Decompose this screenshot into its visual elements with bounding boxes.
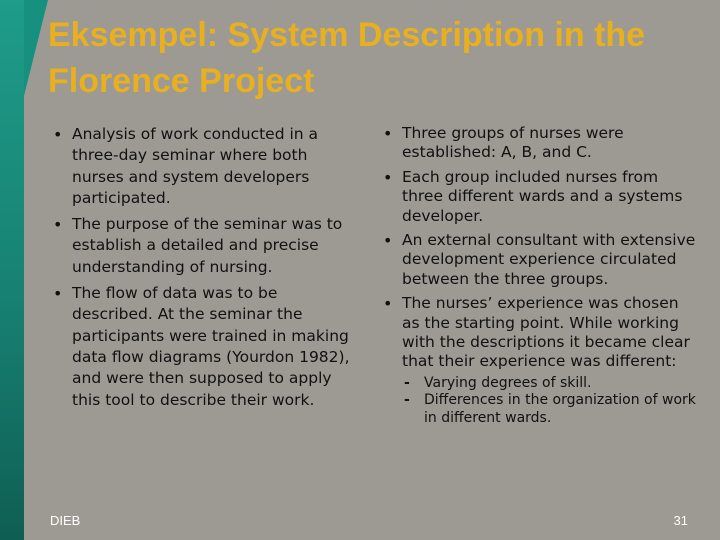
slide-title: Eksempel: System Description in the Florence Project xyxy=(48,16,646,100)
list-item xyxy=(50,214,362,278)
bullet-text: An external consultant with extensive development experience circulated between the three groups. xyxy=(402,231,696,288)
bullet-icon: • xyxy=(383,124,393,143)
bullet-icon: • xyxy=(53,284,63,304)
sub-bullet-list xyxy=(402,375,700,428)
bullet-text: Three groups of nurses were established: A, B, and C. xyxy=(402,124,624,162)
dash-icon: - xyxy=(404,392,410,409)
bullet-icon: • xyxy=(383,167,393,187)
sub-bullet-text: Differences in the organization of work in different wards. xyxy=(424,392,696,426)
list-item xyxy=(380,168,700,226)
bullet-icon: • xyxy=(53,215,63,235)
bullet-text: Analysis of work conducted in a three-day seminar where both nurses and system developers participated. xyxy=(72,125,319,207)
bullet-icon: • xyxy=(383,294,393,314)
sub-list-item xyxy=(402,375,700,393)
page-number: 31 xyxy=(673,513,688,528)
bullet-icon: • xyxy=(383,231,393,251)
bullet-text: The flow of data was to be described. At the seminar the participants were trained in making data flow diagrams (Yourdon 1982), and were then supposed to apply this tool to describe their work. xyxy=(72,284,350,409)
accent-band-tip xyxy=(24,0,48,96)
list-item xyxy=(380,294,700,427)
bullet-text: Each group included nurses from three different wards and a systems developer. xyxy=(402,167,683,225)
bullet-icon: • xyxy=(53,125,63,144)
left-bullet-list xyxy=(50,124,362,416)
list-item xyxy=(50,124,362,209)
sub-bullet-text: Varying degrees of skill. xyxy=(424,374,592,391)
bullet-text: The nurses’ experience was chosen as the starting point. While working with the descriptions it became clear that their experience was different: xyxy=(402,294,690,371)
sub-list-item xyxy=(402,392,700,427)
list-item xyxy=(380,231,700,289)
accent-band xyxy=(0,0,24,540)
list-item xyxy=(380,124,700,163)
footer-label: DIEB xyxy=(50,513,81,528)
right-bullet-list xyxy=(380,124,700,432)
dash-icon: - xyxy=(404,374,410,391)
bullet-text: The purpose of the seminar was to establish a detailed and precise understanding of nursing. xyxy=(72,215,343,276)
list-item xyxy=(50,283,362,411)
